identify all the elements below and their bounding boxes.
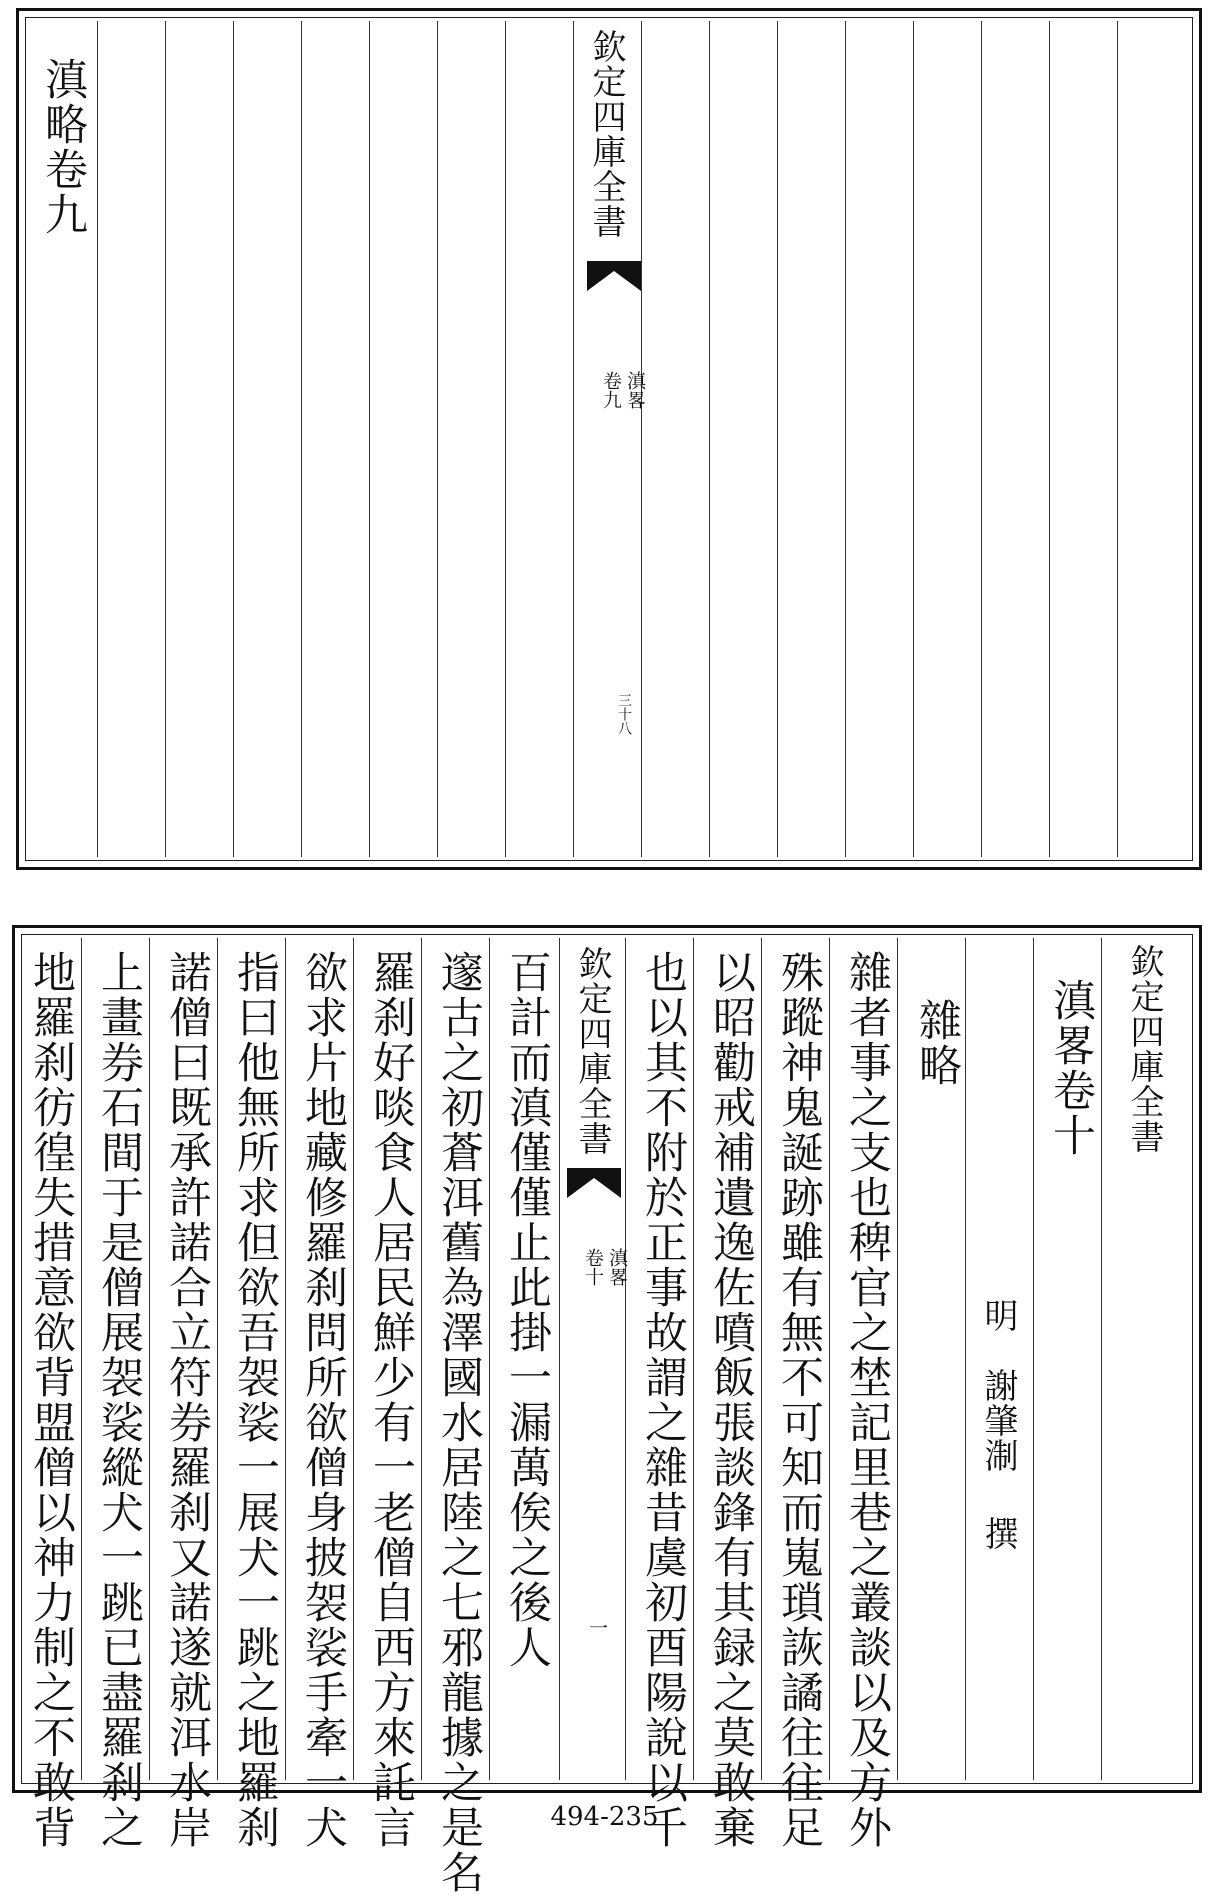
column-rule [217,938,218,1780]
column-rule [353,938,354,1780]
column-rule [777,21,778,857]
column-rule [97,21,98,857]
center-title: 欽定四庫全書 [572,946,612,1156]
column-rule [709,21,710,857]
column-rule [233,21,234,857]
column-rule [437,21,438,857]
column-rule [897,938,898,1780]
center-volume: 卷九 [600,371,622,409]
center-folio: 三十八 [616,693,632,735]
column-rule [761,938,762,1780]
text-column: 邃古之初蒼洱舊為澤國水居陸之七邪龍據之是名 [434,950,484,1895]
column-rule [965,938,966,1780]
column-rule [149,938,150,1780]
text-column: 欲求片地藏修羅刹問所欲僧身披袈裟手牽一犬 [298,950,348,1850]
volume-end-title: 滇略卷九 [38,57,88,237]
text-column: 殊蹤神鬼誕跡雖有無不可知而嵬瑣詼譎往往足 [774,950,824,1850]
text-column: 羅刹好啖食人居民鮮少有一老僧自西方來託言 [366,950,416,1850]
center-fold-rule [625,938,626,1780]
column-rule [1033,938,1034,1780]
volume-title: 滇畧卷十 [1046,978,1096,1158]
center-book-name: 滇畧 [606,1248,628,1286]
column-rule [285,938,286,1780]
page-number: 494-235 [550,1802,659,1832]
text-column: 指曰他無所求但欲吾袈裟一展犬一跳之地羅刹 [230,950,280,1850]
section-title: 雜略 [912,998,962,1088]
column-rule [693,938,694,1780]
text-column: 也以其不附於正事故謂之雜昔虞初酉陽說以千 [638,950,688,1850]
fishtail-mark-icon [567,1168,621,1198]
text-column: 以昭勸戒補遺逸佐噴飯張談鋒有其録之莫敢棄 [706,950,756,1850]
column-rule [845,21,846,857]
column-rule [1117,21,1118,857]
center-fold-rule [559,938,560,1780]
center-volume: 卷十 [582,1248,604,1286]
author-role: 撰 [978,1516,1018,1551]
author-dynasty: 明 [978,1298,1018,1333]
column-rule [489,938,490,1780]
upper-page [16,8,1202,870]
column-rule [641,21,642,857]
column-rule [1049,21,1050,857]
text-column: 雜者事之支也稗官之埜記里巷之叢談以及方外 [842,950,892,1850]
column-rule [505,21,506,857]
center-folio: 一 [586,1618,608,1637]
running-title: 欽定四庫全書 [1124,944,1164,1154]
column-rule [369,21,370,857]
text-column: 地羅刹彷徨失措意欲背盟僧以神力制之不敢背 [26,950,76,1850]
text-column: 百計而滇僅僅止此掛一漏萬俟之後人 [502,950,552,1670]
fishtail-mark-icon [587,261,641,291]
column-rule [421,938,422,1780]
column-rule [81,938,82,1780]
column-rule [573,21,574,857]
column-rule [301,21,302,857]
column-rule [1101,938,1102,1780]
text-column: 諾僧曰既承許諾合立符券羅刹又諾遂就洱水岸 [162,950,212,1850]
center-title: 欽定四庫全書 [586,29,626,239]
column-rule [165,21,166,857]
column-rule [913,21,914,857]
text-column: 上畫券石間于是僧展袈裟縱犬一跳已盡羅刹之 [94,950,144,1850]
column-rule [829,938,830,1780]
author-name: 謝肇淛 [978,1368,1018,1473]
center-book-name: 滇畧 [624,371,646,409]
column-rule [981,21,982,857]
